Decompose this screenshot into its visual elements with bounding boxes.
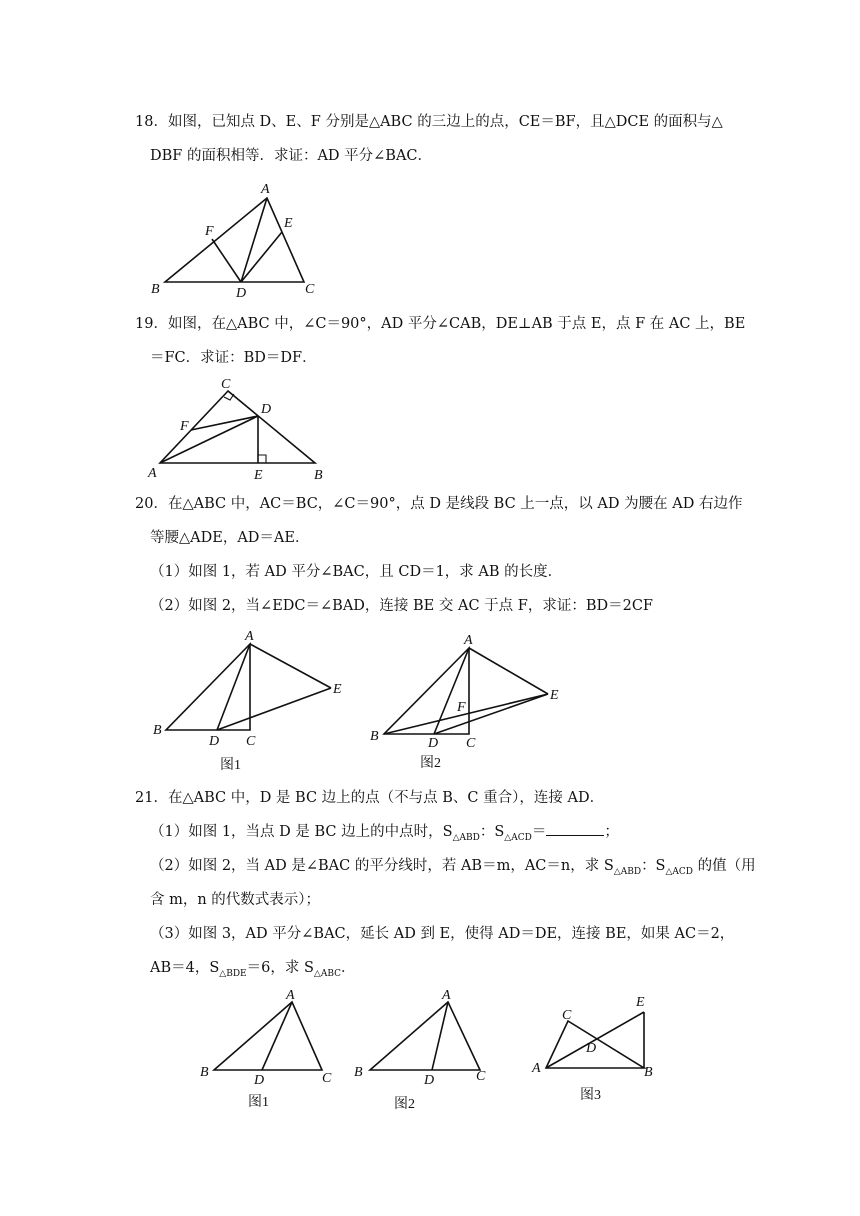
p19-label-b: B xyxy=(314,468,323,483)
p21-answer-blank xyxy=(546,823,604,836)
p21f1-segment-ad xyxy=(262,1002,292,1070)
p21-figure-3 xyxy=(526,984,676,1112)
p19-text-line2: ＝FC．求证：BD＝DF． xyxy=(150,350,317,366)
p20f2-segment-ae xyxy=(469,648,548,694)
p21f1-label-b: B xyxy=(200,1065,209,1080)
p20-text-line1: 20．在△ABC 中，AC＝BC，∠C＝90°，点 D 是线段 BC 上一点，以 AD 为腰在 AD 右边作 xyxy=(135,496,743,512)
p20f2-label-b: B xyxy=(370,729,379,744)
p21f2-label-a: A xyxy=(442,988,451,1003)
p20-figure-1 xyxy=(148,626,358,776)
p21-text-line4: 含 m，n 的代数式表示）； xyxy=(150,892,321,908)
p21-text-line5: （3）如图 3，AD 平分∠BAC，延长 AD 到 E，使得 AD＝DE，连接 BE，如果 AC＝2， xyxy=(150,926,735,942)
p21f3-label-d: D xyxy=(586,1041,597,1056)
p19-segment-fd xyxy=(191,416,258,430)
p19-label-a: A xyxy=(148,466,157,481)
p18-segment-fd xyxy=(212,239,241,282)
p19-label-f: F xyxy=(180,419,189,434)
p21-figure-2 xyxy=(350,984,500,1112)
p19-figure xyxy=(140,375,335,483)
p20f2-triangle-abc xyxy=(384,648,469,734)
p21-figure-1 xyxy=(196,984,346,1112)
p21f2-caption: 图2 xyxy=(394,1097,415,1112)
p20f1-segment-ad xyxy=(217,644,250,730)
p19-label-c: C xyxy=(221,377,231,392)
p20f2-segment-de xyxy=(434,694,548,734)
p21f2-label-c: C xyxy=(476,1069,486,1084)
p18-label-b: B xyxy=(151,282,160,297)
p21-text-line1: 21．在△ABC 中，D 是 BC 边上的点（不与点 B、C 重合），连接 AD． xyxy=(135,790,605,806)
p21f1-caption: 图1 xyxy=(248,1095,269,1110)
p18-segment-de xyxy=(241,232,282,282)
p21f1-label-d: D xyxy=(254,1073,265,1088)
p20f2-caption: 图2 xyxy=(420,756,441,771)
p19-text-line1: 19．如图，在△ABC 中，∠C＝90°，AD 平分∠CAB，DE⊥AB 于点 E，点 F 在 AC 上，BE xyxy=(135,316,746,332)
p20f2-label-d: D xyxy=(428,736,439,751)
p20f1-caption: 图1 xyxy=(220,758,241,773)
p21f3-label-a: A xyxy=(532,1061,541,1076)
p20f1-label-a: A xyxy=(245,629,254,644)
p20f2-label-a: A xyxy=(464,633,473,648)
p20f1-triangle-abc xyxy=(166,644,250,730)
p21f3-caption: 图3 xyxy=(580,1088,601,1103)
p20f2-label-c: C xyxy=(466,736,476,751)
p20f1-label-b: B xyxy=(153,723,162,738)
p21f2-label-b: B xyxy=(354,1065,363,1080)
p18-figure xyxy=(145,178,330,300)
p21f2-triangle-abc xyxy=(370,1002,480,1070)
p18-label-d: D xyxy=(236,286,247,301)
p18-label-e: E xyxy=(284,216,293,231)
p18-triangle-abc xyxy=(165,198,304,282)
p20-figure-2 xyxy=(362,626,577,776)
p18-label-f: F xyxy=(205,224,214,239)
p21f3-label-e: E xyxy=(636,995,645,1010)
p19-label-d: D xyxy=(261,402,272,417)
p20f2-segment-be xyxy=(384,694,548,734)
p20-text-line3: （1）如图 1，若 AD 平分∠BAC，且 CD＝1，求 AB 的长度． xyxy=(150,564,563,580)
p18-label-a: A xyxy=(261,182,270,197)
p18-text-line2: DBF 的面积相等．求证：AD 平分∠BAC． xyxy=(150,148,433,164)
p21f2-label-d: D xyxy=(424,1073,435,1088)
p20f2-label-f: F xyxy=(457,700,466,715)
p18-segment-ad xyxy=(241,198,267,282)
p21f1-label-a: A xyxy=(286,988,295,1003)
p20f2-label-e: E xyxy=(550,688,559,703)
p20f1-label-c: C xyxy=(246,734,256,749)
p18-label-c: C xyxy=(305,282,315,297)
p21-text-line6: AB＝4，$S_{\triangle BDE}=6$，求 $S_{\triangle ABC}$． xyxy=(150,960,356,979)
p20f1-label-d: D xyxy=(209,734,220,749)
p21-text-line3: （2）如图 2，当 AD 是∠BAC 的平分线时，若 AB＝m，AC＝n，求 $S_{\triangle ABD}$：$S_{\triangle ACD}$ 的值（用 xyxy=(150,858,756,877)
p19-segment-ad xyxy=(160,416,258,463)
p20f1-segment-ae xyxy=(250,644,331,688)
p21f3-label-c: C xyxy=(562,1008,572,1023)
p21f1-triangle-abc xyxy=(214,1002,322,1070)
p20f1-segment-de xyxy=(217,688,331,730)
p21f3-label-b: B xyxy=(644,1065,653,1080)
p21f2-segment-ad xyxy=(432,1002,448,1070)
p21f1-label-c: C xyxy=(322,1071,332,1086)
p18-text-line1: 18．如图，已知点 D、E、F 分别是△ABC 的三边上的点，CE＝BF，且△DCE 的面积与△ xyxy=(135,114,723,130)
p19-label-e: E xyxy=(254,468,263,483)
p20-text-line4: （2）如图 2，当∠EDC＝∠BAD，连接 BE 交 AC 于点 F，求证：BD＝2CF xyxy=(150,598,653,614)
p20f1-label-e: E xyxy=(333,682,342,697)
p20-text-line2: 等腰△ADE，AD＝AE． xyxy=(150,530,310,546)
p21-text-line2: （1）如图 1，当点 D 是 BC 边上的中点时，$S_{\triangle ABD}$：$S_{\triangle ACD}=$ ； xyxy=(150,824,619,843)
p19-right-angle-e xyxy=(258,455,266,463)
